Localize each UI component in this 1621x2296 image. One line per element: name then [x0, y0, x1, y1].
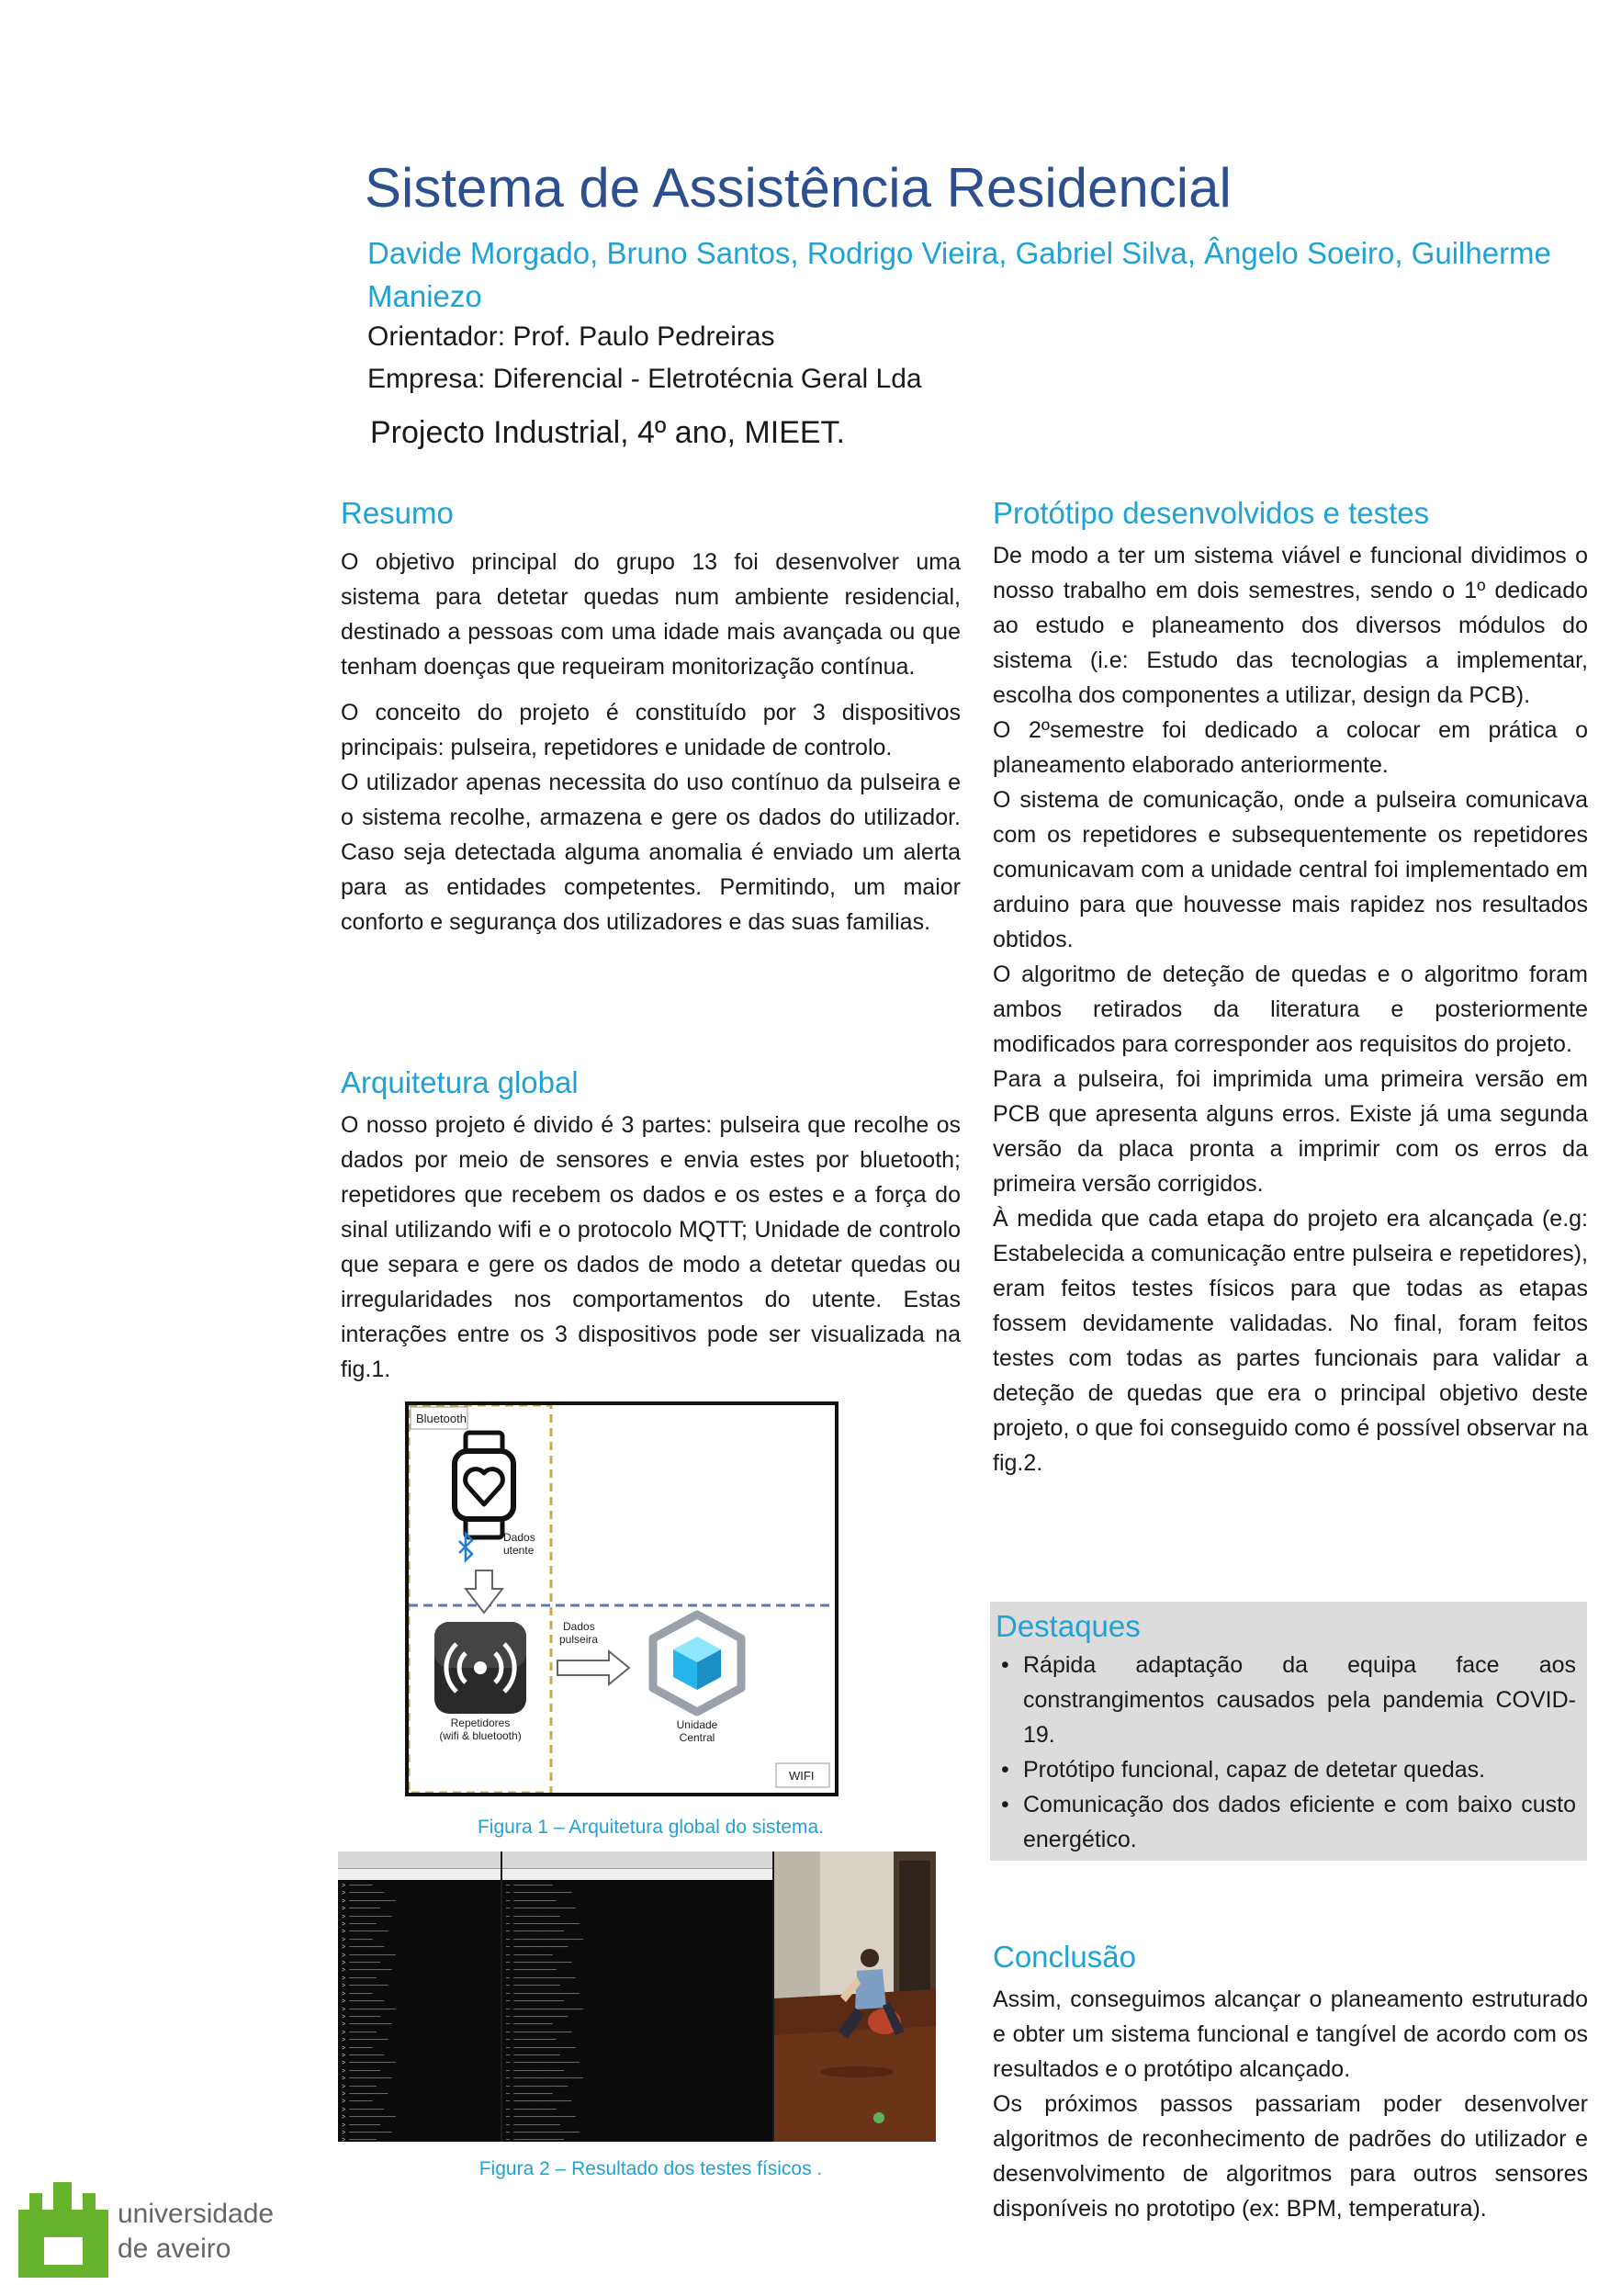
figure-2-test-results-image	[338, 1851, 936, 2142]
destaques-item: • Protótipo funcional, capaz de detetar quedas.	[997, 1752, 1576, 1787]
dados-pulseira-label-2: pulseira	[559, 1633, 599, 1646]
destaques-heading: Destaques	[996, 1609, 1141, 1643]
resumo-paragraph: O objetivo principal do grupo 13 foi desenvolver uma sistema para detetar quedas num ambiente residencial, destinado a pessoas com uma idade mais avançada ou que tenham doenças que requeiram monitorização contínua.	[341, 549, 961, 680]
prototipo-paragraph: À medida que cada etapa do projeto era alcançada (e.g: Estabelecida a comunicação entre pulseira e repetidores), eram feitos testes físicos para que todas as etapas fossem devidamente validadas. No final, foram feitos testes com todas as partes funcionais para validar a deteção de quedas que era o principal objetivo deste projeto, o que foi conseguido como é possível observar na fig.2.	[993, 1206, 1588, 1476]
destaques-item: • Comunicação dos dados eficiente e com baixo custo energético.	[997, 1787, 1576, 1857]
conclusao-paragraph: Assim, conseguimos alcançar o planeamento estruturado e obter um sistema funcional e tangível de acordo com os resultados e o protótipo alcançado.	[993, 1986, 1588, 2082]
fall-test-photo	[774, 1851, 936, 2142]
terminal-output: > ────── > ───────── > ──────────── > ──────── > ─────────── > ─────── > ────────── > ────── > ───────── > ──────────── > ──────── > ─────────── > ─────── > ────────── > ────── > ───────── > ──────────── > ──────── > ─────────── > ─────── > ────────── > ────── > ───────── > ──────────── > ──────── > ─────────── > ─────── > ────────── > ────── > ───────── > ──────────── > ──────── > ─────────── > ───────	[342, 1883, 396, 2142]
prototipo-paragraph: O algoritmo de deteção de quedas e o algoritmo foram ambos retirados da literatura e posteriormente modificados para corresponder aos requisitos do projeto.	[993, 962, 1588, 1057]
repetidores-label-2: (wifi & bluetooth)	[439, 1729, 522, 1742]
course-info: Projecto Industrial, 4º ano, MIEET.	[370, 415, 845, 450]
company: Empresa: Diferencial - Eletrotécnia Geral Lda	[367, 364, 922, 394]
architecture-diagram	[409, 1405, 835, 1793]
prototipo-paragraph: Para a pulseira, foi imprimida uma primeira versão em PCB que apresenta alguns erros. Existe já uma segunda versão da placa pronta a imprimir com os erros da primeira versão corrigidos.	[993, 1066, 1588, 1197]
arquitetura-paragraph: O nosso projeto é divido é 3 partes: pulseira que recolhe os dados por meio de sensores e envia estes por bluetooth; repetidores que recebem os dados e os estes e a força do sinal utilizando wifi e o protocolo MQTT; Unidade de controlo que separa e gere os dados de modo a detetar quedas ou irregularidades nos comportamentos do utente. Estas interações entre os 3 dispositivos pode ser visualizada na fig.1.	[341, 1112, 961, 1382]
conclusao-paragraph: Os próximos passos passariam poder desenvolver algoritmos de reconhecimento de padrões do utilizador e desenvolvimento de algoritmos para outros sensores disponíveis no prototipo (ex: BPM, temperatura).	[993, 2091, 1588, 2222]
prototipo-body	[993, 538, 1588, 1480]
central-unit-icon	[653, 1615, 741, 1712]
arrow-right-icon	[557, 1651, 629, 1684]
resumo-heading: Resumo	[341, 496, 454, 530]
destaques-list	[997, 1648, 1576, 1857]
bluetooth-label: Bluetooth	[416, 1412, 467, 1425]
dados-pulseira-label-1: Dados	[563, 1620, 595, 1633]
wifi-label: WIFI	[789, 1769, 815, 1783]
terminal-window-2	[502, 1851, 772, 2142]
destaques-item: • Rápida adaptação da equipa face aos constrangimentos causados pela pandemia COVID-19.	[997, 1648, 1576, 1752]
terminal-output: ─ ────────── ─ ─────────────── ─ ─────────── ─ ──────────────── ─ ──────────── ─ ───────────────── ─ ───────────── ─ ────────────────── ─ ────────────── ─ ────────── ─ ─────────────── ─ ─────────── ─ ──────────────── ─ ──────────── ─ ───────────────── ─ ───────────── ─ ────────────────── ─ ────────────── ─ ────────── ─ ─────────────── ─ ─────────── ─ ──────────────── ─ ──────────── ─ ───────────────── ─ ───────────── ─ ────────────────── ─ ────────────── ─ ────────── ─ ─────────────── ─ ─────────── ─ ──────────────── ─ ──────────── ─ ───────────────── ─ ─────────────	[506, 1883, 584, 2142]
terminal-window-1	[338, 1851, 501, 2142]
unidade-label-2: Central	[679, 1731, 715, 1744]
smartwatch-icon	[455, 1433, 513, 1537]
terminal-titlebar	[338, 1851, 501, 1869]
destaques-box	[990, 1602, 1587, 1861]
university-logo-icon	[17, 2182, 118, 2283]
repeater-icon	[434, 1622, 526, 1714]
prototipo-paragraph: De modo a ter um sistema viável e funcional dividimos o nosso trabalho em dois semestres, sendo o 1º dedicado ao estudo e planeamento dos diversos módulos do sistema (i.e: Estudo das tecnologias a implementar, escolha dos componentes a utilizar, design da PCB).	[993, 543, 1588, 708]
authors: Davide Morgado, Bruno Santos, Rodrigo Vieira, Gabriel Silva, Ângelo Soeiro, Guilherme Maniezo	[367, 236, 1551, 313]
unidade-label-1: Unidade	[676, 1718, 718, 1731]
resumo-paragraph: O conceito do projeto é constituído por 3 dispositivos principais: pulseira, repetidores e unidade de controlo.	[341, 700, 961, 760]
dados-utente-label-2: utente	[503, 1544, 535, 1557]
arquitetura-heading: Arquitetura global	[341, 1065, 579, 1099]
figure-1-architecture-diagram	[405, 1401, 839, 1796]
dados-utente-label-1: Dados	[503, 1531, 535, 1544]
terminal-titlebar	[502, 1851, 772, 1869]
university-name-line2: de aveiro	[118, 2234, 231, 2264]
prototipo-paragraph: O sistema de comunicação, onde a pulseira comunicava com os repetidores e subsequentemente os repetidores comunicavam com a unidade central foi implementado em arduino para que houvesse mais rapidez nos resultados obtidos.	[993, 787, 1588, 952]
poster-title: Sistema de Assistência Residencial	[365, 157, 1232, 219]
terminal-menubar	[502, 1869, 772, 1880]
conclusao-heading: Conclusão	[993, 1940, 1136, 1974]
floor-light-icon	[873, 2112, 884, 2123]
university-name-line1: universidade	[118, 2199, 275, 2229]
conclusao-body	[993, 1982, 1588, 2226]
arquitetura-body	[341, 1108, 961, 1387]
prototipo-heading: Protótipo desenvolvidos e testes	[993, 496, 1430, 530]
terminal-menubar	[338, 1869, 501, 1880]
figure-2-caption: Figura 2 – Resultado dos testes físicos .	[478, 2158, 823, 2179]
repetidores-label-1: Repetidores	[450, 1716, 511, 1729]
resumo-body	[341, 545, 961, 940]
prototipo-paragraph: O 2ºsemestre foi dedicado a colocar em prática o planeamento elaborado anteriormente.	[993, 717, 1588, 778]
advisor: Orientador: Prof. Paulo Pedreiras	[367, 321, 775, 352]
figure-1-caption: Figura 1 – Arquitetura global do sistema.	[477, 1817, 825, 1838]
bluetooth-icon	[459, 1534, 472, 1560]
resumo-paragraph: O utilizador apenas necessita do uso contínuo da pulseira e o sistema recolhe, armazena e gere os dados do utilizador. Caso seja detectada alguma anomalia é enviado um alerta para as entidades competentes. Permitindo, um maior conforto e segurança dos utilizadores e das suas familias.	[341, 770, 961, 935]
